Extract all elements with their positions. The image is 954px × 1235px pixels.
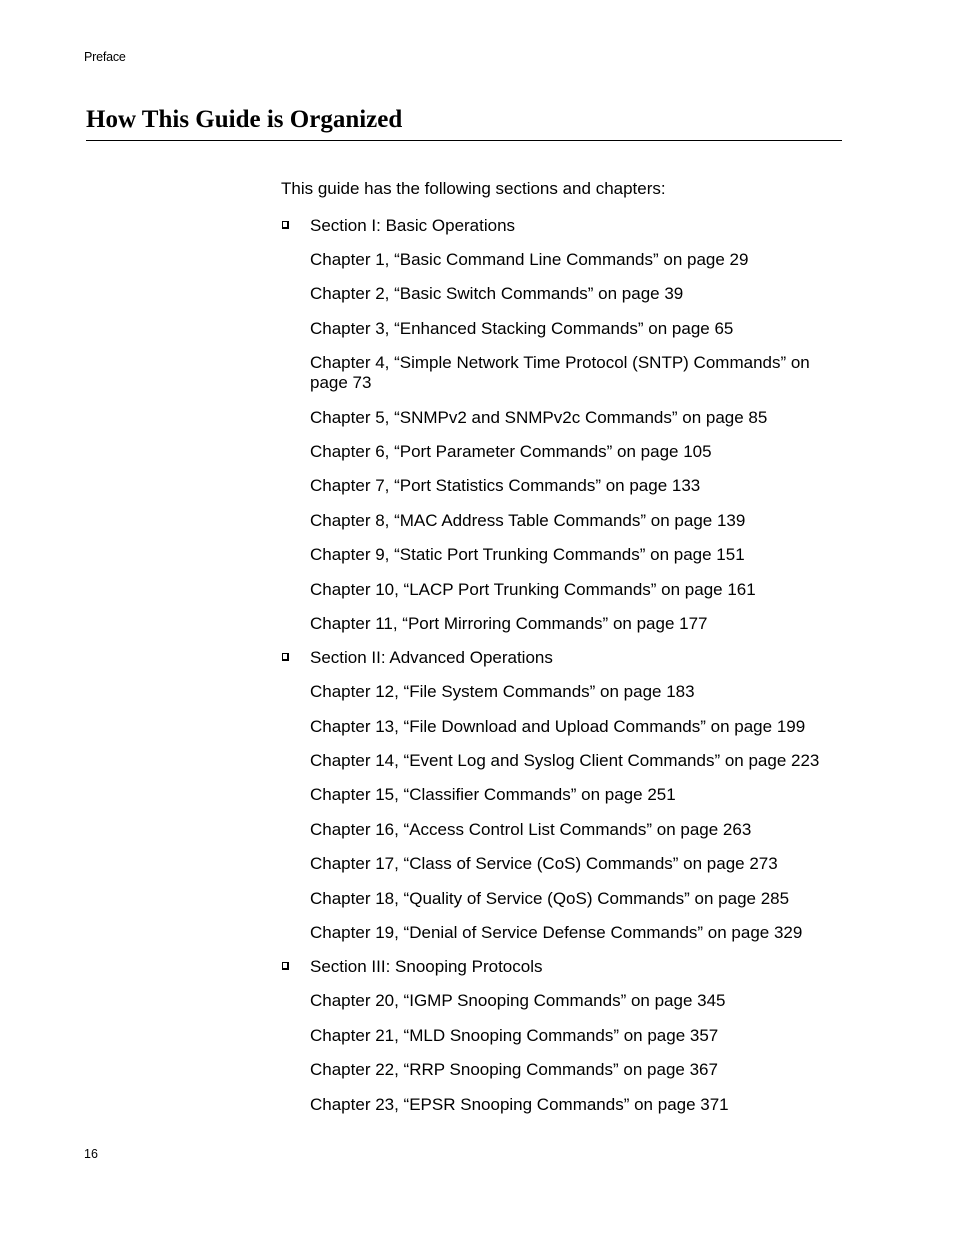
chapter-item: Chapter 14, “Event Log and Syslog Client Commands” on page 223 (310, 751, 820, 771)
section-label: Section II: Advanced Operations (310, 648, 553, 668)
chapter-item: Chapter 22, “RRP Snooping Commands” on page 367 (310, 1060, 718, 1080)
chapter-item: Chapter 16, “Access Control List Commands” on page 263 (310, 819, 752, 839)
chapter-item: Chapter 1, “Basic Command Line Commands” on page 29 (310, 250, 749, 269)
chapter-item: Chapter 6, “Port Parameter Commands” on page 105 (310, 441, 712, 461)
chapter-item: Chapter 19, “Denial of Service Defense Commands” on page 329 (310, 923, 803, 943)
chapter-item: Chapter 8, “MAC Address Table Commands” on page 139 (310, 510, 746, 530)
running-head: Preface (84, 50, 126, 64)
section-item (281, 216, 841, 236)
chapter-item: Chapter 23, “EPSR Snooping Commands” on page 371 (310, 1094, 729, 1114)
chapter-item: Chapter 21, “MLD Snooping Commands” on page 357 (310, 1025, 719, 1045)
section-item (281, 957, 841, 977)
chapter-item: Chapter 11, “Port Mirroring Commands” on page 177 (310, 613, 708, 633)
title-rule (86, 140, 842, 141)
chapter-item: Chapter 13, “File Download and Upload Commands” on page 199 (310, 716, 806, 736)
section-label: Section III: Snooping Protocols (310, 957, 543, 977)
chapter-item: Chapter 5, “SNMPv2 and SNMPv2c Commands” on page 85 (310, 407, 768, 427)
chapter-item: Chapter 7, “Port Statistics Commands” on page 133 (310, 476, 701, 496)
chapter-item: Chapter 17, “Class of Service (CoS) Commands” on page 273 (310, 854, 778, 874)
section-label: Section I: Basic Operations (310, 216, 516, 235)
page-number: 16 (84, 1147, 98, 1161)
chapter-item: Chapter 15, “Classifier Commands” on page 251 (310, 785, 676, 805)
chapter-item: Chapter 10, “LACP Port Trunking Commands” on page 161 (310, 579, 756, 599)
chapter-item: Chapter 12, “File System Commands” on page 183 (310, 682, 695, 702)
checkbox-bullet-icon (282, 962, 289, 970)
chapter-item: Chapter 4, “Simple Network Time Protocol (SNTP) Commands” on page 73 (310, 353, 810, 393)
chapter-item: Chapter 20, “IGMP Snooping Commands” on page 345 (310, 991, 726, 1011)
page-title: How This Guide is Organized (86, 106, 403, 133)
checkbox-bullet-icon (282, 221, 289, 229)
intro-text: This guide has the following sections and chapters: (281, 179, 666, 198)
chapter-item: Chapter 3, “Enhanced Stacking Commands” on page 65 (310, 318, 734, 338)
contents-list (281, 216, 841, 1129)
chapter-item: Chapter 9, “Static Port Trunking Commands” on page 151 (310, 545, 745, 565)
chapter-item: Chapter 2, “Basic Switch Commands” on page 39 (310, 284, 684, 304)
section-item (281, 648, 841, 668)
chapter-item: Chapter 18, “Quality of Service (QoS) Commands” on page 285 (310, 888, 790, 908)
checkbox-bullet-icon (282, 653, 289, 661)
